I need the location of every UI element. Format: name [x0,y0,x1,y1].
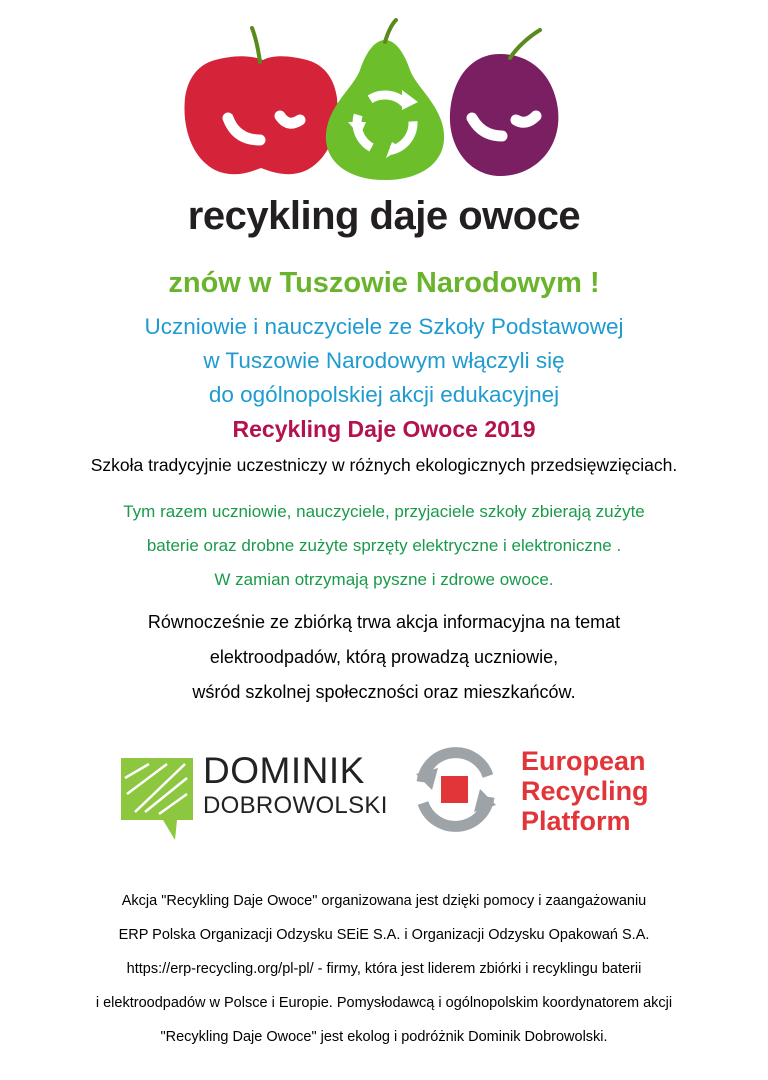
info-para-line-3: wśród szkolnej społeczności oraz mieszkańców. [192,682,576,702]
brand-wordmark: recykling daje owoce [187,194,581,238]
footer-line-4: i elektroodpadów w Polsce i Europie. Pomysłodawcą i ogólnopolskim koordynatorem akcji [95,995,673,1011]
dominik-logo-name: DOMINIK [203,750,365,791]
erp-logo-line-2: Recycling [521,776,649,806]
recykling-fruits-logo [170,18,600,188]
headline-blue-line-1: Uczniowie i nauczyciele ze Szkoły Podstawowej [144,314,624,339]
green-para-line-3: W zamian otrzymają pyszne i zdrowe owoce. [214,570,554,589]
erp-logo-line-1: European [521,746,646,776]
headline-blue-line-2: w Tuszowie Narodowym włączyli się [203,348,565,373]
apple-icon [184,28,337,174]
info-para-line-1: Równocześnie ze zbiórką trwa akcja informacyjna na temat [147,612,621,632]
info-para-line-2: elektroodpadów, którą prowadzą uczniowie, [209,647,559,667]
plum-icon [450,30,559,176]
erp-logo-line-3: Platform [521,806,631,836]
footer-line-1: Akcja "Recykling Daje Owoce" organizowana jest dzięki pomocy i zaangażowaniu [121,893,647,909]
headline-blue-line-3: do ogólnopolskiej akcji edukacyjnej [208,382,560,407]
pear-recycle-icon [326,20,444,180]
campaign-title: Recykling Daje Owoce 2019 [232,416,536,442]
green-para-line-2: baterie oraz drobne zużyte sprzęty elektryczne i elektroniczne . [146,536,622,555]
footer-line-5: "Recykling Daje Owoce" jest ekolog i podróżnik Dominik Dobrowolski. [160,1029,608,1045]
green-para-line-1: Tym razem uczniowie, nauczyciele, przyjaciele szkoły zbierają zużyte [123,502,645,521]
intro-text: Szkoła tradycyjnie uczestniczy w różnych ekologicznych przedsięwzięciach. [90,455,678,475]
erp-recycle-icon [408,742,503,837]
headline-green: znów w Tuszowie Narodowym ! [168,267,600,299]
footer-line-2: ERP Polska Organizacji Odzysku SEiE S.A. i Organizacji Odzysku Opakowań S.A. [118,927,650,943]
dominik-logo-surname: DOBROWOLSKI [203,792,388,819]
footer-line-3: https://erp-recycling.org/pl-pl/ - firmy, która jest liderem zbiórki i recyklingu baterii [126,961,642,977]
leaf-speech-bubble-icon [115,752,197,842]
